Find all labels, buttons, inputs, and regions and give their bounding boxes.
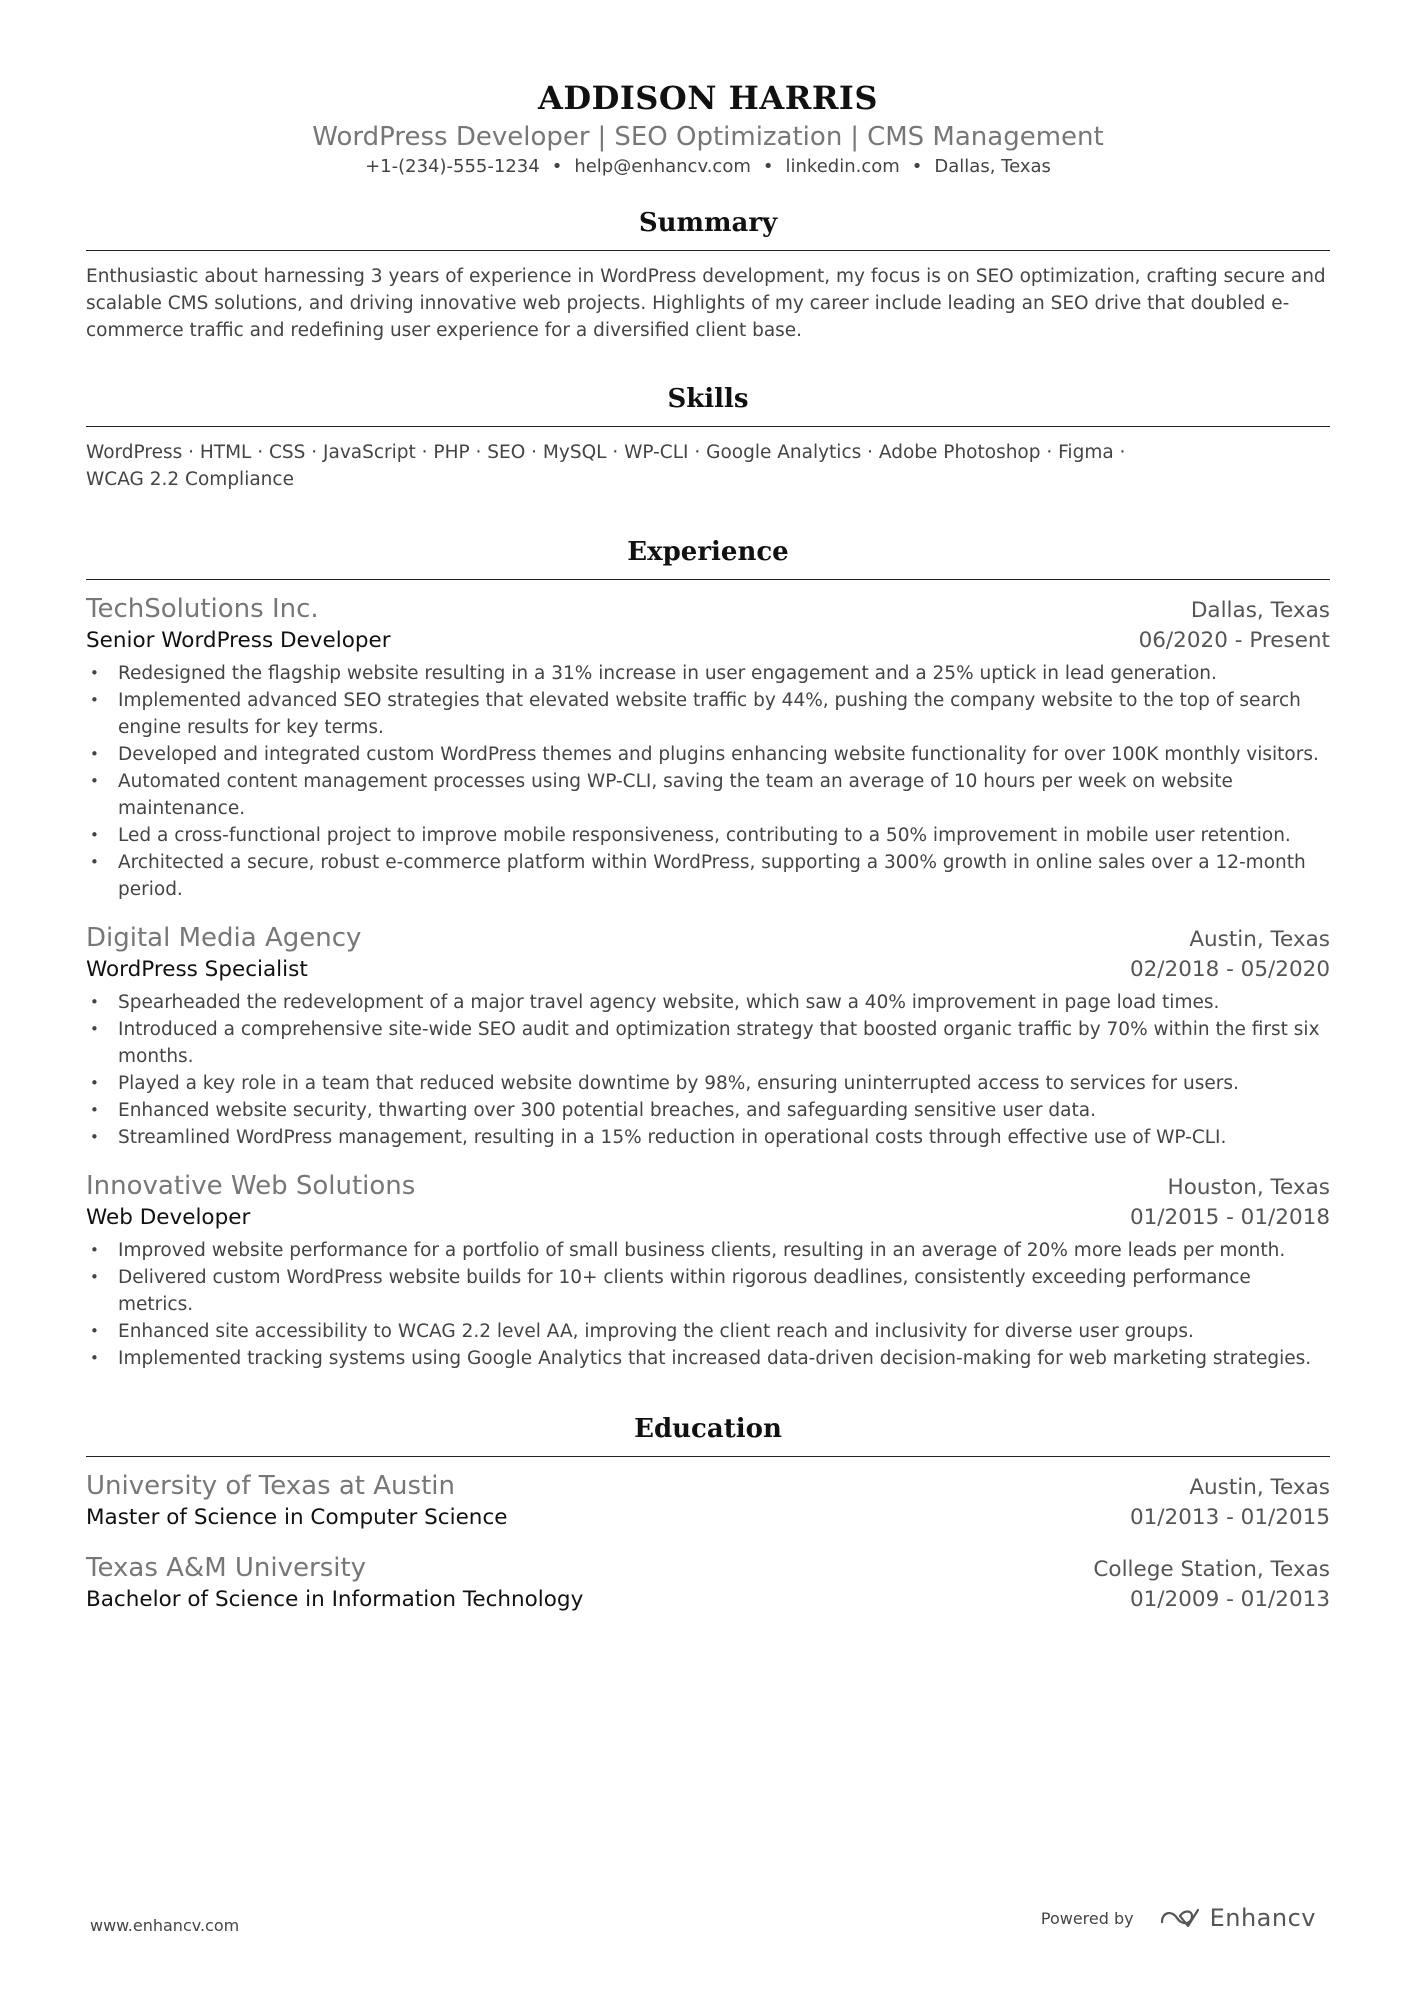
company-name: Innovative Web Solutions <box>86 1171 416 1201</box>
school-name: University of Texas at Austin <box>86 1471 455 1501</box>
achievement-item: • Enhanced site accessibility to WCAG 2.2 level AA, improving the client reach and inclusivity for diverse user groups. <box>86 1318 1330 1345</box>
section-heading: Experience <box>86 535 1330 580</box>
school-name: Texas A&M University <box>86 1553 367 1583</box>
section-heading: Summary <box>86 206 1330 251</box>
education-entry <box>86 1469 1330 1533</box>
contact-line <box>86 154 1330 180</box>
resume-content <box>86 78 1330 1615</box>
school-location: Austin, Texas <box>1189 1475 1330 1500</box>
job-location: Austin, Texas <box>1189 927 1330 952</box>
skills-line: WordPress · HTML · CSS · JavaScript · PHP · SEO · MySQL · WP-CLI · Google Analytics · Adobe Photoshop · Figma · <box>86 442 1126 463</box>
achievement-item: • Improved website performance for a portfolio of small business clients, resulting in an average of 20% more leads per month. <box>86 1237 1330 1264</box>
contact-separator: • <box>762 156 774 177</box>
education-section <box>86 1412 1330 1615</box>
job-title: Web Developer <box>86 1205 251 1230</box>
company-name: Digital Media Agency <box>86 923 362 953</box>
education-dates: 01/2009 - 01/2013 <box>1129 1587 1330 1612</box>
headline-separator: | <box>597 122 607 152</box>
brand-name: Enhancv <box>1209 1904 1316 1932</box>
school-location: College Station, Texas <box>1093 1557 1330 1582</box>
achievement-item: • Led a cross-functional project to improve mobile responsiveness, contributing to a 50% improvement in mobile user retention. <box>86 822 1330 849</box>
headline-item: SEO Optimization <box>614 122 843 152</box>
job-dates: 02/2018 - 05/2020 <box>1129 957 1330 982</box>
summary-text: Enthusiastic about harnessing 3 years of experience in WordPress development, my focus is on SEO optimization, crafting secure and scalable CMS solutions, and driving innovative web projects. Highlights of my career include leading an SEO drive that doubled e-commerce traffic and redefining user experience for a diversified client base. <box>86 266 1326 341</box>
job-dates: 01/2015 - 01/2018 <box>1129 1205 1330 1230</box>
achievement-item: • Implemented advanced SEO strategies that elevated website traffic by 44%, pushing the company website to the top of search engine results for key terms. <box>86 687 1330 741</box>
achievement-item: • Implemented tracking systems using Google Analytics that increased data-driven decision-making for web marketing strategies. <box>86 1345 1330 1372</box>
achievement-item: • Enhanced website security, thwarting over 300 potential breaches, and safeguarding sensitive user data. <box>86 1097 1330 1124</box>
experience-entry <box>86 1169 1330 1372</box>
enhancv-brand-link[interactable] <box>1158 1904 1316 1932</box>
headline-separator: | <box>850 122 860 152</box>
achievement-list <box>86 660 1330 903</box>
achievement-item: • Spearheaded the redevelopment of a major travel agency website, which saw a 40% improvement in page load times. <box>86 989 1330 1016</box>
skills-section <box>86 382 1330 493</box>
job-title: Senior WordPress Developer <box>86 628 391 653</box>
headline-item: CMS Management <box>867 122 1104 152</box>
achievement-item: • Played a key role in a team that reduced website downtime by 98%, ensuring uninterrupted access to services for users. <box>86 1070 1330 1097</box>
achievement-item: • Developed and integrated custom WordPress themes and plugins enhancing website functionality for over 100K monthly visitors. <box>86 741 1330 768</box>
candidate-name: ADDISON HARRIS <box>538 79 878 117</box>
achievement-item: • Automated content management processes using WP-CLI, saving the team an average of 10 hours per week on website maintenance. <box>86 768 1330 822</box>
enhancv-logo-icon <box>1158 1906 1202 1930</box>
contact-linkedin[interactable]: linkedin.com <box>785 156 900 177</box>
section-heading: Education <box>86 1412 1330 1457</box>
job-location: Dallas, Texas <box>1190 598 1330 623</box>
powered-by-label: Powered by <box>1040 1908 1134 1928</box>
summary-section <box>86 206 1330 344</box>
achievement-item: • Redesigned the flagship website resulting in a 31% increase in user engagement and a 25% uptick in lead generation. <box>86 660 1330 687</box>
section-heading: Skills <box>86 382 1330 427</box>
resume-header <box>86 78 1330 180</box>
education-entry <box>86 1551 1330 1615</box>
contact-email[interactable]: help@enhancv.com <box>574 156 751 177</box>
experience-entry <box>86 921 1330 1151</box>
job-location: Houston, Texas <box>1167 1175 1330 1200</box>
company-name: TechSolutions Inc. <box>86 594 319 624</box>
experience-entry <box>86 592 1330 903</box>
footer-branding <box>1041 1904 1316 1932</box>
headline <box>86 120 1330 154</box>
contact-separator: • <box>551 156 563 177</box>
job-title: WordPress Specialist <box>86 957 308 982</box>
skills-list <box>86 439 1330 493</box>
contact-location: Dallas, Texas <box>934 156 1051 177</box>
achievement-item: • Delivered custom WordPress website builds for 10+ clients within rigorous deadlines, consistently exceeding performance metrics. <box>86 1264 1330 1318</box>
headline-item: WordPress Developer <box>312 122 590 152</box>
achievement-list <box>86 1237 1330 1372</box>
degree-name: Bachelor of Science in Information Technology <box>86 1587 584 1612</box>
contact-separator: • <box>911 156 923 177</box>
job-dates: 06/2020 - Present <box>1138 628 1330 653</box>
experience-section <box>86 535 1330 1372</box>
footer-website-link[interactable]: www.enhancv.com <box>90 1916 240 1935</box>
contact-phone: +1-(234)-555-1234 <box>365 156 540 177</box>
achievement-list <box>86 989 1330 1151</box>
degree-name: Master of Science in Computer Science <box>86 1505 508 1530</box>
achievement-item: • Architected a secure, robust e-commerce platform within WordPress, supporting a 300% growth in online sales over a 12-month period. <box>86 849 1330 903</box>
education-dates: 01/2013 - 01/2015 <box>1129 1505 1330 1530</box>
achievement-item: • Streamlined WordPress management, resulting in a 15% reduction in operational costs through effective use of WP-CLI. <box>86 1124 1330 1151</box>
achievement-item: • Introduced a comprehensive site-wide SEO audit and optimization strategy that boosted organic traffic by 70% within the first six months. <box>86 1016 1330 1070</box>
skills-line: WCAG 2.2 Compliance <box>86 469 294 490</box>
